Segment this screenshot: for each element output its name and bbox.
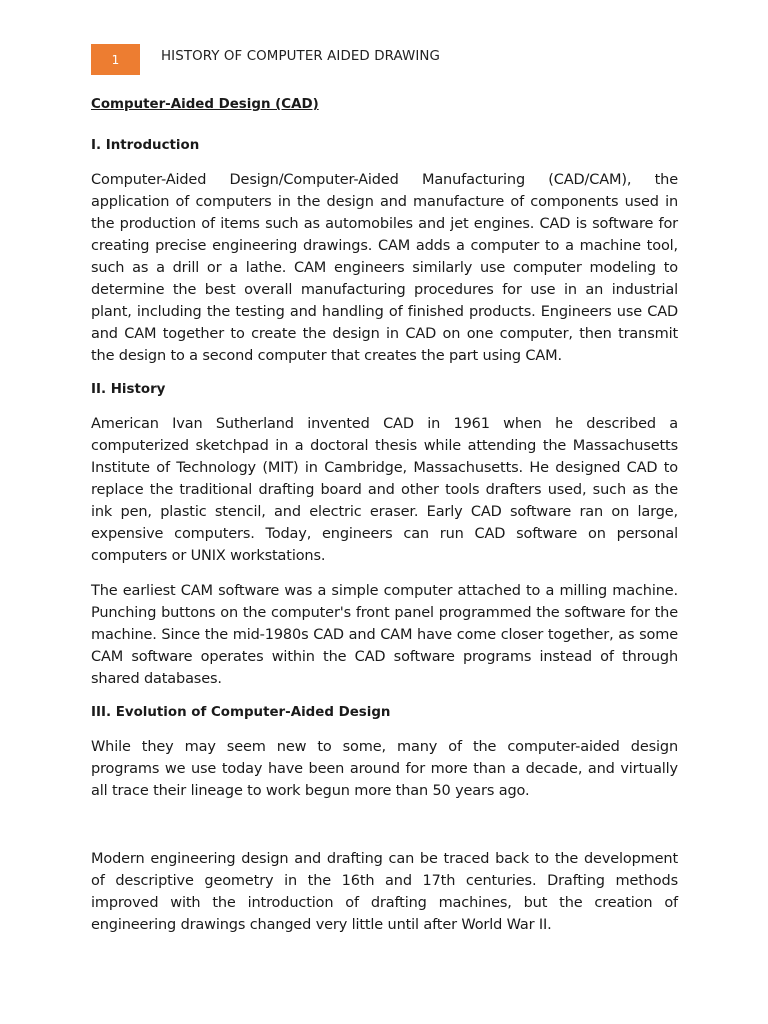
header-title: HISTORY OF COMPUTER AIDED DRAWING (161, 49, 440, 64)
page-number: 1 (111, 52, 120, 67)
section-heading-introduction: I. Introduction (91, 138, 200, 153)
paragraph: While they may seem new to some, many of the computer-aided design programs we use today have been around for more than a decade, and virtually all trace their lineage to work begun more than 50 years ago. (91, 739, 678, 799)
paragraph: Modern engineering design and drafting can be traced back to the development of descriptive geometry in the 16th and 17th centuries. Drafting methods improved with the introduction of drafting machines, but the creation of engineering drawings changed very little until after World War II. (91, 851, 678, 933)
paragraph: The earliest CAM software was a simple computer attached to a milling machine. Punching buttons on the computer's front panel programmed the software for the machine. Since the mid-1980s CAD and CAM have come closer together, as some CAM software operates within the CAD software programs instead of through shared databases. (91, 583, 678, 687)
paragraph: Computer-Aided Design/Computer-Aided Manufacturing (CAD/CAM), the application of computers in the design and manufacture of components used in the production of items such as automobiles and jet engines. CAD is software for creating precise engineering drawings. CAM adds a computer to a machine tool, such as a drill or a lathe. CAM engineers similarly use computer modeling to determine the best overall manufacturing procedures for use in an industrial plant, including the testing and handling of finished products. Engineers use CAD and CAM together to create the design in CAD on one computer, then transmit the design to a second computer that creates the part using CAM. (91, 172, 678, 364)
paragraph: American Ivan Sutherland invented CAD in 1961 when he described a computerized sketchpad in a doctoral thesis while attending the Massachusetts Institute of Technology (MIT) in Cambridge, Massachusetts. He designed CAD to replace the traditional drafting board and other tools drafters used, such as the ink pen, plastic stencil, and electric eraser. Early CAD software ran on large, expensive computers. Today, engineers can run CAD software on personal computers or UNIX workstations. (91, 416, 678, 564)
section-heading-history: II. History (91, 382, 166, 397)
document-body (91, 95, 678, 949)
section-heading-evolution: III. Evolution of Computer-Aided Design (91, 705, 391, 720)
page-number-badge (91, 44, 140, 75)
document-title: Computer-Aided Design (CAD) (91, 97, 319, 112)
page-header (91, 44, 440, 76)
